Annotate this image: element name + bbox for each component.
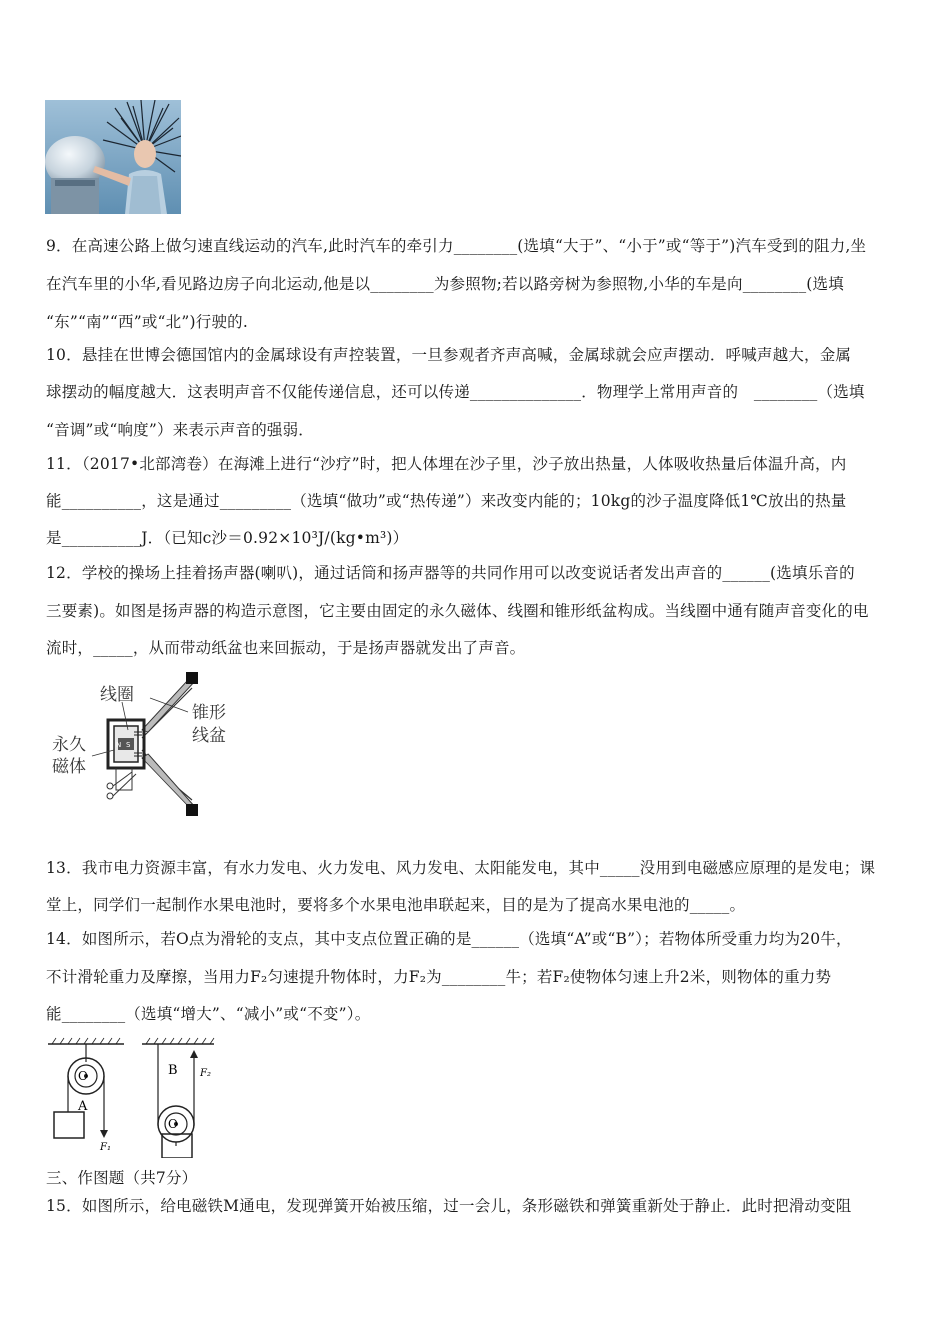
q15-line1: 15．如图所示，给电磁铁M通电，发现弹簧开始被压缩，过一会儿，条形磁铁和弹簧重新处于静止．此时把滑动变阻 — [46, 1197, 852, 1215]
magnet-s-label: S — [126, 741, 131, 749]
q14-line1: 14．如图所示，若O点为滑轮的支点，其中支点位置正确的是______（选填“A”或“B”）；若物体所受重力均为20牛， — [46, 930, 852, 948]
magnet-label-1: 永久 — [52, 735, 86, 755]
magnet-label-2: 磁体 — [52, 757, 86, 777]
force-f1-label: F₁ — [100, 1142, 111, 1153]
q10-line3: “音调”或“响度”）来表示声音的强弱． — [46, 421, 314, 439]
q13-line1: 13．我市电力资源丰富，有水力发电、火力发电、风力发电、太阳能发电，其中_____没用到电磁感应原理的是发电；课 — [46, 859, 876, 877]
q12-line1: 12．学校的操场上挂着扬声器(喇叭)，通过话筒和扬声器等的共同作用可以改变说话者发出声音的______(选填乐音的 — [46, 564, 855, 582]
q11-line1: 11．（2017•北部湾卷）在海滩上进行“沙疗”时，把人体埋在沙子里，沙子放出热量，人体吸收热量后体温升高，内 — [46, 455, 847, 473]
pulley-a-label: A — [78, 1099, 88, 1114]
coil-label: 线圈 — [100, 685, 134, 705]
force-f2-label: F₂ — [200, 1068, 211, 1079]
cone-label-1: 锥形 — [192, 703, 226, 723]
q10-line1: 10．悬挂在世博会德国馆内的金属球设有声控装置，一旦参观者齐声高喊，金属球就会应声摆动．呼喊声越大，金属 — [46, 346, 852, 364]
pulley-diagram — [44, 1036, 234, 1158]
q10-line2: 球摆动的幅度越大．这表明声音不仅能传递信息，还可以传递______________．物理学上常用声音的 ________（选填 — [46, 383, 865, 401]
q14-line2: 不计滑轮重力及摩擦，当用力F₂匀速提升物体时，力F₂为________牛；若F₂使物体匀速上升2米，则物体的重力势 — [46, 968, 832, 986]
magnet-n-label: N — [116, 741, 122, 749]
q11-line2: 能__________，这是通过_________（选填“做功”或“热传递”）来改变内能的；10kg的沙子温度降低1℃放出的热量 — [46, 492, 847, 510]
q14-line3: 能________（选填“增大”、“减小”或“不变”）。 — [46, 1005, 371, 1023]
section-3-title: 三、作图题（共7分） — [46, 1169, 198, 1187]
cone-label-2: 线盆 — [192, 726, 226, 746]
pulley-b-label: B — [168, 1063, 178, 1078]
q9-line3: “东”“南”“西”或“北”)行驶的. — [46, 313, 248, 331]
q9-line1: 9．在高速公路上做匀速直线运动的汽车,此时汽车的牵引力________(选填“大于”、“小于”或“等于”)汽车受到的阻力,坐 — [46, 237, 867, 255]
q13-line2: 堂上，同学们一起制作水果电池时，要将多个水果电池串联起来，目的是为了提高水果电池的_____。 — [46, 896, 746, 914]
q12-line3: 流时，_____，从而带动纸盆也来回振动，于是扬声器就发出了声音。 — [46, 639, 526, 657]
q9-line2: 在汽车里的小华,看见路边房子向北运动,他是以________为参照物;若以路旁树为参照物,小华的车是向________(选填 — [46, 275, 844, 293]
pulley-o1-label: O — [78, 1069, 88, 1083]
q12-line2: 三要素)。如图是扬声器的构造示意图，它主要由固定的永久磁体、线圈和锥形纸盆构成。当线圈中通有随声音变化的电 — [46, 602, 869, 620]
pulley-o2-label: O — [168, 1117, 178, 1131]
speaker-diagram — [52, 668, 242, 820]
static-electricity-photo — [45, 100, 181, 214]
q11-line3: 是__________J．（已知c沙＝0.92×10³J/(kg•m³)） — [46, 529, 409, 547]
